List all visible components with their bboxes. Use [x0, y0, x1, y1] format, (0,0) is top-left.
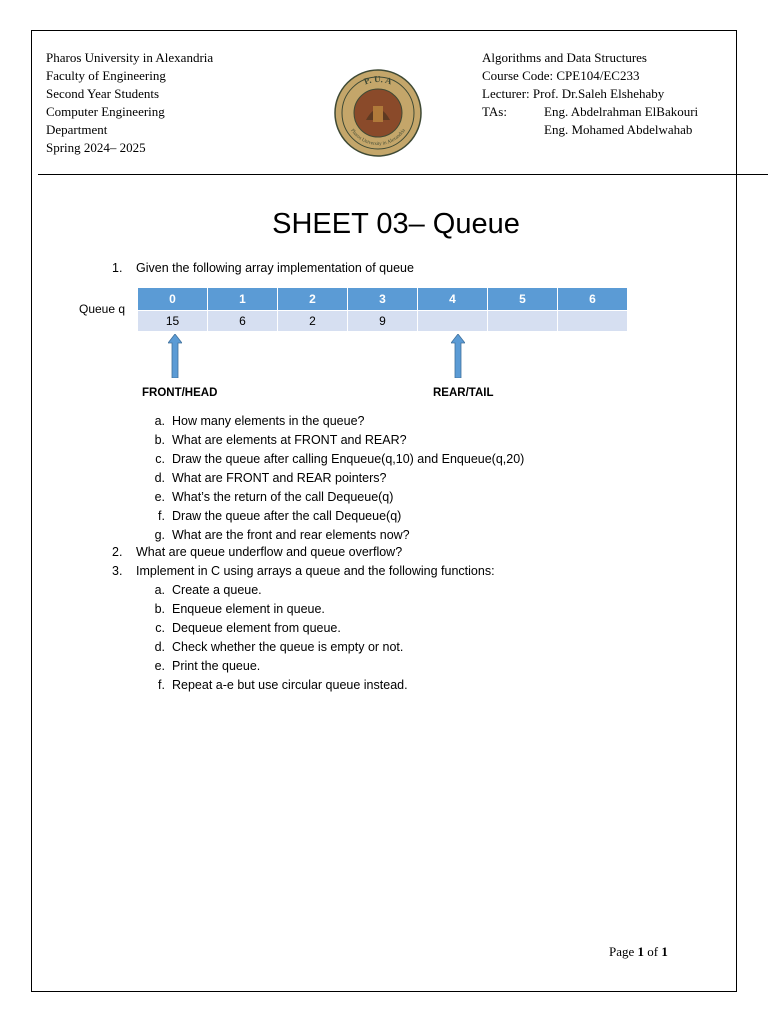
ta-name-1: Eng. Abdelrahman ElBakouri: [544, 104, 699, 119]
list-item: [142, 450, 524, 469]
logo-ring-text: Pharos University in Alexandria: [349, 128, 407, 148]
index-cell: 1: [208, 288, 278, 311]
ta-block: [482, 103, 698, 121]
front-arrow-icon: [168, 334, 182, 378]
item-text: Dequeue element from queue.: [172, 621, 341, 635]
question-text: What are queue underflow and queue overflow?: [136, 545, 403, 559]
ta-name-2: Eng. Mohamed Abdelwahab: [544, 122, 693, 137]
item-text: How many elements in the queue?: [172, 414, 365, 428]
index-cell: 6: [558, 288, 628, 311]
page-word: Page: [609, 944, 635, 959]
item-text: Create a queue.: [172, 583, 262, 597]
value-row: [138, 311, 628, 332]
item-letter: e.: [154, 490, 165, 504]
item-letter: d.: [154, 471, 165, 485]
list-item: [142, 469, 524, 488]
item-text: What are the front and rear elements now?: [172, 528, 410, 542]
item-letter: b.: [154, 433, 165, 447]
question-number: 3.: [112, 564, 123, 578]
item-text: What are elements at FRONT and REAR?: [172, 433, 407, 447]
faculty-name: Faculty of Engineering: [46, 68, 166, 83]
value-cell: 6: [208, 311, 278, 332]
index-cell: 0: [138, 288, 208, 311]
item-letter: e.: [154, 659, 165, 673]
list-item: [142, 619, 408, 638]
item-text: Enqueue element in queue.: [172, 602, 325, 616]
list-item: [142, 600, 408, 619]
question-text: Given the following array implementation of queue: [136, 261, 414, 275]
total-pages: 1: [661, 944, 668, 959]
semester: Spring 2024– 2025: [46, 140, 146, 155]
list-item: [142, 488, 524, 507]
item-text: Draw the queue after calling Enqueue(q,10) and Enqueue(q,20): [172, 452, 525, 466]
index-cell: 4: [418, 288, 488, 311]
item-letter: c.: [155, 621, 165, 635]
item-letter: f.: [158, 509, 165, 523]
value-cell: [558, 311, 628, 332]
course-name: Algorithms and Data Structures: [482, 50, 647, 65]
item-letter: f.: [158, 678, 165, 692]
question-1-subitems: [142, 412, 524, 545]
index-cell: 3: [348, 288, 418, 311]
university-name: Pharos University in Alexandria: [46, 50, 214, 65]
list-item: [142, 507, 524, 526]
list-item: [142, 412, 524, 431]
item-letter: g.: [154, 528, 165, 542]
value-cell: [418, 311, 488, 332]
ta-label: TAs:: [482, 104, 507, 119]
queue-label: Queue q: [79, 302, 126, 316]
university-info: [46, 49, 213, 157]
list-item: [142, 638, 408, 657]
item-letter: a.: [154, 414, 165, 428]
list-item: [142, 581, 408, 600]
value-cell: 15: [138, 311, 208, 332]
rear-label: REAR/TAIL: [433, 387, 494, 399]
value-cell: 9: [348, 311, 418, 332]
item-letter: d.: [154, 640, 165, 654]
department-line-2: Department: [46, 122, 108, 137]
value-cell: [488, 311, 558, 332]
item-text: Check whether the queue is empty or not.: [172, 640, 404, 654]
item-letter: a.: [154, 583, 165, 597]
item-text: What’s the return of the call Dequeue(q): [172, 490, 394, 504]
page-number: [609, 944, 668, 960]
front-label: FRONT/HEAD: [142, 387, 218, 399]
queue-array-table: [137, 287, 628, 332]
index-row: [138, 288, 628, 311]
department-line-1: Computer Engineering: [46, 104, 165, 119]
list-item: [142, 657, 408, 676]
header-divider: [38, 174, 768, 175]
question-3: [112, 562, 495, 581]
question-3-subitems: [142, 581, 408, 695]
current-page: 1: [637, 944, 645, 959]
question-number: 1.: [112, 261, 123, 275]
list-item: [142, 676, 408, 695]
item-text: Draw the queue after the call Dequeue(q): [172, 509, 402, 523]
university-logo: [333, 68, 423, 158]
index-cell: 5: [488, 288, 558, 311]
list-item: [142, 431, 524, 450]
of-word: of: [647, 944, 659, 959]
item-text: Print the queue.: [172, 659, 261, 673]
question-2: [112, 543, 402, 562]
logo-text: P. U. A: [362, 73, 394, 87]
question-number: 2.: [112, 545, 123, 559]
item-text: What are FRONT and REAR pointers?: [172, 471, 387, 485]
course-info: [482, 49, 698, 139]
lecturer: Lecturer: Prof. Dr.Saleh Elshehaby: [482, 86, 665, 101]
item-text: Repeat a-e but use circular queue instead.: [172, 678, 408, 692]
course-code: Course Code: CPE104/EC233: [482, 68, 640, 83]
question-1: [112, 260, 414, 277]
index-cell: 2: [278, 288, 348, 311]
sheet-title: SHEET 03– Queue: [272, 208, 520, 240]
rear-arrow-icon: [451, 334, 465, 378]
item-letter: b.: [154, 602, 165, 616]
question-text: Implement in C using arrays a queue and the following functions:: [136, 564, 495, 578]
student-year: Second Year Students: [46, 86, 160, 101]
item-letter: c.: [155, 452, 165, 466]
value-cell: 2: [278, 311, 348, 332]
